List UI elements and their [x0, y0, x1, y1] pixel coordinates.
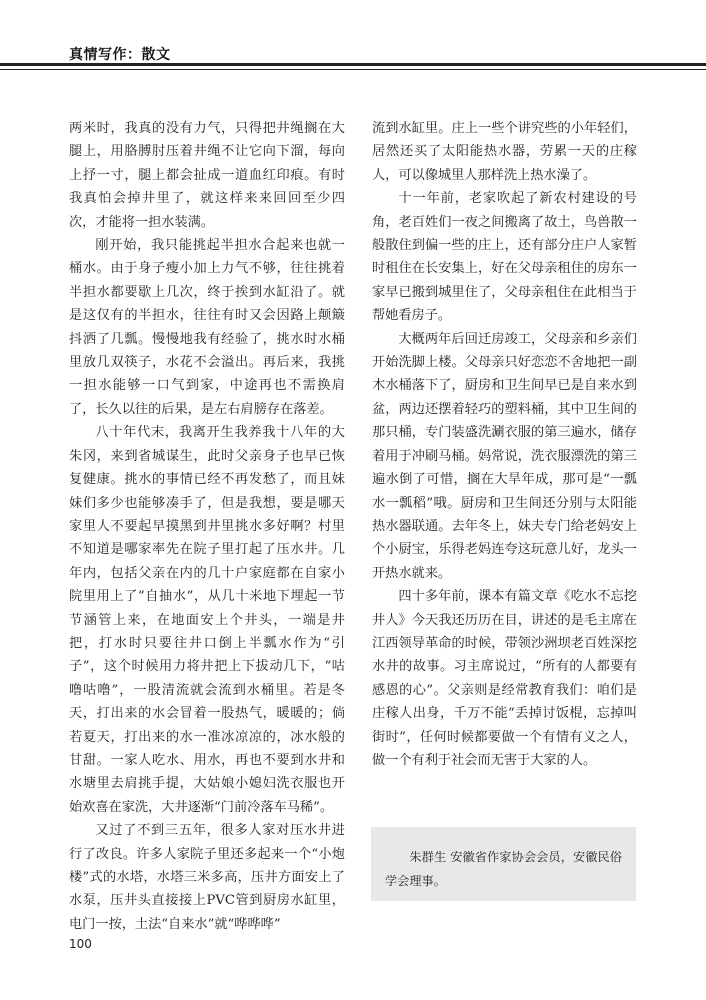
page-header	[0, 0, 706, 70]
page-number: 100	[69, 937, 92, 951]
author-bio-box	[371, 827, 636, 901]
section-title: 真情写作：散文	[69, 47, 171, 63]
paragraph: 两米时，我真的没有力气，只得把井绳搁在大腿上，用胳膊肘压着井绳不让它向下溜，每向上抒一寸，腿上都会扯成一道血红印痕。有时我真怕会掉井里了，就这样来来回回至少四次，才能将一担水装满。	[69, 121, 345, 230]
paragraph: 十一年前，老家吹起了新农村建设的号角，老百姓们一夜之间搬离了故土，鸟兽散一般散住到偏一些的庄上，还有部分庄户人家暂时租住在长安集上，好在父母亲租住的房东一家早已搬到城里住了，父母亲租住在此相当于帮她看房子。	[372, 191, 637, 324]
paragraph: 流到水缸里。庄上一些个讲究些的小年轻们，居然还买了太阳能热水器，劳累一天的庄稼人，可以像城里人那样洗上热水澡了。	[372, 121, 637, 183]
right-column	[372, 117, 637, 772]
paragraph: 又过了不到三五年，很多人家对压水井进行了改良。许多人家院子里还多起来一个“小炮楼”式的水塔，水塔三米多高，压井方面安上了水泵，压井头直接接上PVC管到厨房水缸里，电门一按，土法“自来水”就“哗哗哗”	[69, 823, 345, 932]
header-rule-thin	[0, 69, 706, 70]
author-bio: 朱群生 安徽省作家协会会员，安徽民俗学会理事。	[385, 850, 622, 888]
paragraph: 八十年代末，我离开生我养我十八年的大朱冈，来到省城谋生，此时父亲身子也早已恢复健康。挑水的事情已经不再发愁了，而且妹妹们多少也能够凑手了，但是我想，要是哪天家里人不要起早摸黑到井里挑水多好啊？村里不知道是哪家率先在院子里打起了压水井。几年内，包括父亲在内的几十户家庭都在自家小院里用上了“自抽水”，从几十米地下埋起一节节涵管上来，在地面安上个井头，一端是井把，打水时只要往井口倒上半瓢水作为“引子”，这个时候用力将井把上下拔动几下，“咕噜咕噜”，一股清流就会流到水桶里。若是冬天，打出来的水会冒着一股热气，暖暖的；倘若夏天，打出来的水一准冰凉凉的，冰水般的甘甜。一家人吃水、用水，再也不要到水井和水塘里去肩挑手提，大姑娘小媳妇洗衣服也开始欢喜在家洗，大井逐渐“门前冷落车马稀”。	[69, 425, 345, 815]
header-rule-thick	[0, 63, 706, 66]
left-column	[69, 117, 345, 936]
paragraph: 四十多年前，课本有篇文章《吃水不忘挖井人》今天我还历历在目，讲述的是毛主席在江西领导革命的时候，带领沙洲坝老百姓深挖水井的故事。习主席说过，“所有的人都要有感恩的心”。父亲则是经常教育我们：咱们是庄稼人出身，千万不能“丢掉讨饭棍，忘掉叫街时”，任何时候都要做一个有情有义之人，做一个有利于社会而无害于大家的人。	[372, 589, 637, 768]
paragraph: 刚开始，我只能挑起半担水合起来也就一桶水。由于身子瘦小加上力气不够，往往挑着半担水都要歇上几次，终于挨到水缸沿了。就是这仅有的半担水，往往有时又会因路上颠簸抖洒了几瓢。慢慢地我有经验了，挑水时水桶里放几双筷子，水花不会溢出。再后来，我挑一担水能够一口气到家，中途再也不需换肩了，长久以往的后果，是左右肩膀存在落差。	[69, 238, 345, 417]
paragraph: 大概两年后回迁房竣工，父母亲和乡亲们开始洗脚上楼。父母亲只好恋恋不舍地把一副木水桶落下了，厨房和卫生间早已是自来水到盆，两边还摆着轻巧的塑料桶，其中卫生间的那只桶，专门装盛洗涮衣服的第三遍水，储存着用于冲刷马桶。妈常说，洗衣服漂洗的第三遍水倒了可惜，搁在大旱年成，那可是“一瓢水一瓢稻”哦。厨房和卫生间还分别与太阳能热水器联通。去年冬上，妹夫专门给老妈安上个小厨宝，乐得老妈连夸这玩意儿好，龙头一开热水就来。	[372, 331, 637, 581]
